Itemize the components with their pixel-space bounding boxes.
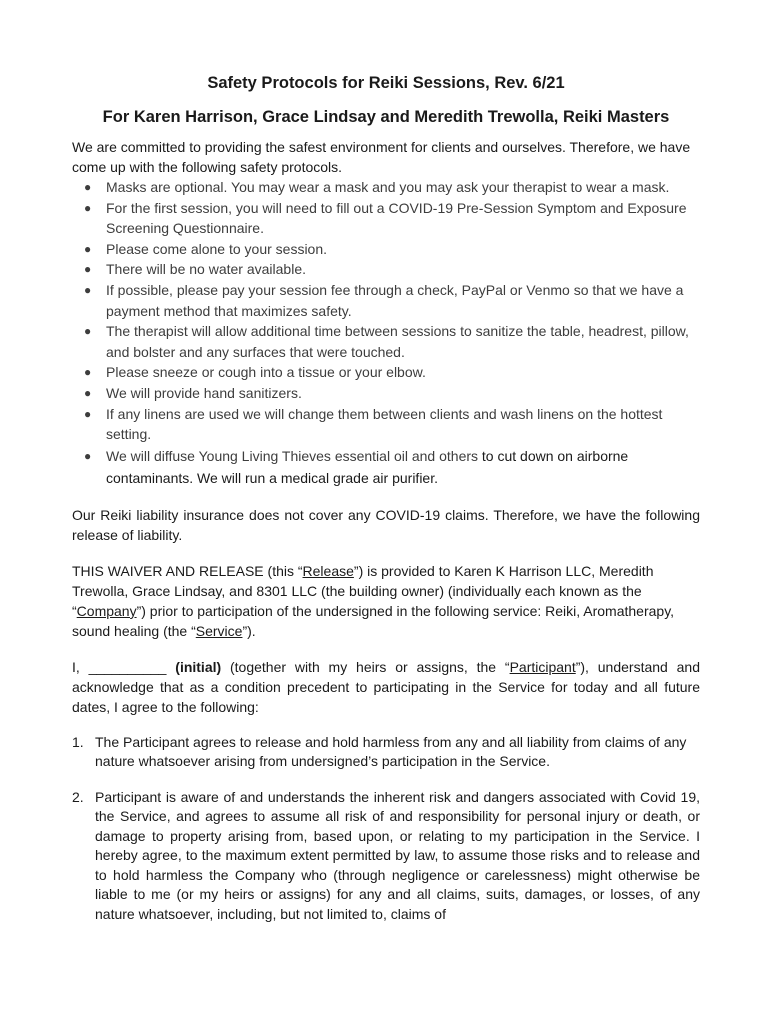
bullet-icon: ● — [84, 406, 92, 421]
bullet-icon: ● — [84, 365, 92, 380]
participant-term: Participant — [509, 658, 576, 675]
bullet-icon: ● — [84, 241, 92, 256]
terms-list — [72, 733, 700, 925]
bullet-icon: ● — [84, 448, 92, 463]
term-text: The Participant agrees to release and hold harmless from any and all liability from claims of any nature whatsoever arising from undersigned’s participation in the Service. — [95, 733, 687, 770]
protocol-list — [72, 198, 700, 489]
bullet-icon: ● — [84, 262, 92, 277]
list-item — [72, 404, 700, 445]
insurance-paragraph: Our Reiki liability insurance does not cover any COVID-19 claims. Therefore, we have the following release of liability. — [72, 506, 700, 543]
list-item — [72, 362, 700, 383]
initial-blank: I, __________ — [72, 658, 176, 675]
document-title: Safety Protocols for Reiki Sessions, Rev. 6/21 — [207, 74, 565, 92]
list-item — [72, 259, 700, 280]
initial-label: (initial) — [175, 658, 222, 675]
company-term: Company — [76, 602, 137, 619]
waiver-paragraph — [72, 561, 700, 641]
bullet-icon: ● — [84, 324, 92, 339]
bullet-text: For the first session, you will need to fill out a COVID-19 Pre-Session Symptom and Exposure Screening Questionnaire. — [106, 199, 687, 237]
term-item — [72, 733, 700, 772]
bullet-text: Please come alone to your session. — [106, 240, 328, 257]
protocol-list-first — [72, 177, 700, 198]
list-item — [72, 321, 700, 362]
waiver-text: ”) prior to participation of the undersigned in the following service: Reiki, Aromatherapy, sound healing (the “ — [72, 602, 675, 639]
bullet-icon: ● — [84, 200, 92, 215]
waiver-text: THIS WAIVER AND RELEASE (this “ — [72, 562, 303, 579]
bullet-text: The therapist will allow additional time between sessions to sanitize the table, headrest, pillow, and bolster and any surfaces that were touched. — [106, 323, 689, 360]
initial-text: (together with my heirs or assigns, the “ — [221, 658, 510, 675]
bullet-text-continued: to cut down on airborne contaminants. We will run a medical grade air purifier. — [106, 447, 629, 486]
initial-text: ”), understand and acknowledge that as a condition precedent to participating in the Service for today and all future dates, I agree to the following: — [72, 658, 700, 715]
service-term: Service — [195, 622, 243, 639]
bullet-text: Please sneeze or cough into a tissue or your elbow. — [106, 364, 426, 381]
bullet-text: We will provide hand sanitizers. — [106, 384, 302, 401]
term-text: Participant is aware of and understands the inherent risk and dangers associated with Covid 19, the Service, and agrees to assume all risk of and responsibility for personal injury or death, or damage to property arising from, based upon, or relating to my participation in the Service. I hereby agree, to the maximum extent permitted by law, to assume those risks and to release and to hold harmless the Company who (through negligence or carelessness) might otherwise be liable to me (or my heirs or assigns) for any and all claims, suits, damages, or losses, of any nature whatsoever, including, but not limited to, claims of — [95, 788, 700, 922]
bullet-text: If possible, please pay your session fee through a check, PayPal or Venmo so that we have a payment method that maximizes safety. — [106, 281, 684, 319]
release-term: Release — [302, 562, 354, 579]
term-number: 2. — [72, 788, 84, 805]
waiver-text: ”). — [242, 622, 256, 639]
list-item — [72, 383, 700, 404]
bullet-icon: ● — [84, 282, 92, 297]
term-item — [72, 788, 700, 925]
list-item — [72, 198, 700, 239]
bullet-text: If any linens are used we will change them between clients and wash linens on the hottest setting. — [106, 405, 663, 443]
list-item — [72, 177, 700, 198]
intro-paragraph: We are committed to providing the safest environment for clients and ourselves. Therefore, we have come up with the following safety protocols. — [72, 139, 691, 175]
list-item — [72, 239, 700, 260]
bullet-icon: ● — [84, 180, 92, 194]
bullet-icon: ● — [84, 385, 92, 400]
initial-paragraph — [72, 657, 700, 717]
document-page — [72, 72, 700, 924]
bullet-text: There will be no water available. — [106, 261, 306, 278]
list-item — [72, 280, 700, 321]
waiver-text: ”) is provided to Karen K Harrison LLC, Meredith Trewolla, Grace Lindsay, and 8301 LLC (the building owner) (individually each known as the “ — [72, 562, 654, 619]
term-number: 1. — [72, 733, 84, 750]
list-item — [72, 445, 700, 489]
bullet-text: Masks are optional. You may wear a mask and you may ask your therapist to wear a mask. — [106, 179, 670, 195]
document-subtitle: For Karen Harrison, Grace Lindsay and Meredith Trewolla, Reiki Masters — [102, 108, 670, 126]
bullet-text: We will diffuse Young Living Thieves essential oil and others — [106, 447, 482, 464]
